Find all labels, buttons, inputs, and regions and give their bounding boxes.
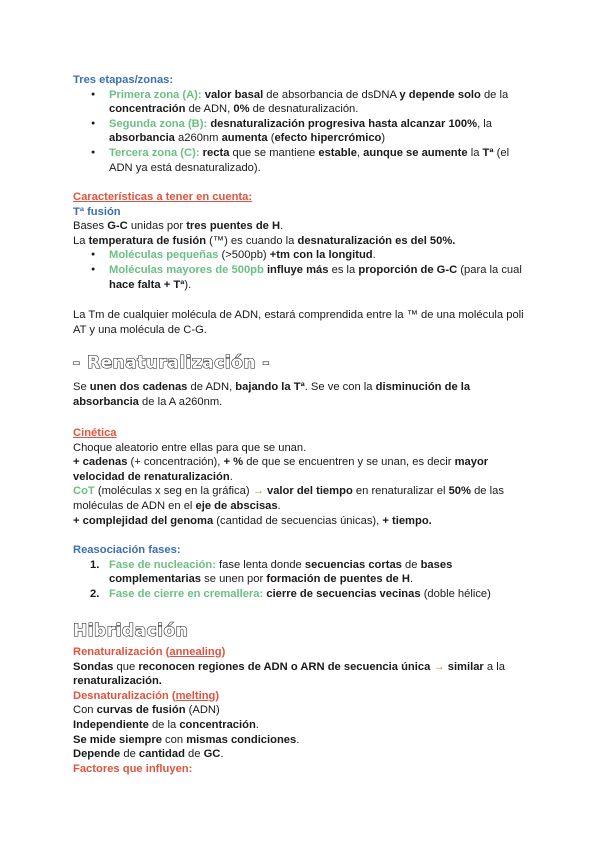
cinetica-line-2: + cadenas (+ concentración), + % de que se encuentren y se unan, es decir mayor velocidad de renaturalización. (73, 456, 489, 483)
cinetica-title: Cinética (73, 427, 117, 439)
cinetica-line-3: CoT (moléculas x seg en la gráfica) → valor del tiempo en renaturalizar el 50% de las moléculas de ADN en el eje de abscisas. (73, 485, 504, 512)
bases-line: Bases G-C unidas por tres puentes de H. (73, 220, 284, 233)
list-item-zona-b: ● Segunda zona (B): desnaturalización progresiva hasta alcanzar 100%, la absorbancia a260nm aumenta (efecto hipercrómico) (73, 117, 531, 146)
reasociacion-section (73, 543, 531, 601)
cinetica-line-1: Choque aleatorio entre ellas para que se unan. (73, 441, 307, 454)
temperatura-line: La temperatura de fusión (™) es cuando la desnaturalización es del 50%. (73, 234, 456, 247)
tres-etapas-section (73, 73, 531, 175)
list-item-cremallera: 2. Fase de cierre en cremallera: cierre de secuencias vecinas (doble hélice) (90, 587, 491, 600)
renaturalizacion-paragraph: Se unen dos cadenas de ADN, bajando la Tª. Se ve con la disminución de la absorbancia de la A a260nm. (73, 381, 471, 408)
desnaturalizacion-melting-title: Desnaturalización (melting) (73, 689, 220, 702)
cinetica-section (73, 426, 531, 528)
list-item-moleculas-mayores: ● Moléculas mayores de 500pb influye más es la proporción de G-C (para la cual hace falta + Tª). (73, 263, 531, 292)
hibridacion-section (73, 645, 531, 776)
tres-etapas-title: Tres etapas/zonas: (73, 74, 174, 86)
arrow-right-icon: → (430, 660, 448, 673)
renaturalizacion-heading: - Renaturalización - (73, 353, 270, 373)
hibridacion-heading: Hibridación (73, 621, 189, 641)
curvas-line: Con curvas de fusión (ADN) (73, 704, 220, 717)
sondas-paragraph: Sondas que reconocen regiones de ADN o ARN de secuencia única → similar a la renaturalización. (73, 660, 505, 688)
caracteristicas-title: Características a tener en cuenta: (73, 191, 253, 203)
tm-paragraph: La Tm de cualquier molécula de ADN, estará comprendida entre la ™ de una molécula poli AT y una molécula de C-G. (73, 309, 524, 336)
tm-fusion-subtitle: Tª fusión (73, 205, 121, 218)
caracteristicas-section (73, 190, 531, 292)
factores-title: Factores que influyen: (73, 762, 193, 775)
cinetica-line-4: + complejidad del genoma (cantidad de secuencias únicas), + tiempo. (73, 514, 432, 527)
se-mide-line: Se mide siempre con mismas condiciones. (73, 733, 300, 746)
list-item-zona-c: ● Tercera zona (C): recta que se mantiene estable, aunque se aumente la Tª (el ADN ya está desnaturalizado). (73, 146, 531, 175)
renaturalizacion-annealing-title: Renaturalización (annealing) (73, 646, 226, 658)
list-item-zona-a: ● Primera zona (A): valor basal de absorbancia de dsDNA y depende solo de la concentración de ADN, 0% de desnaturalización. (73, 88, 531, 117)
arrow-right-icon: → (252, 485, 264, 498)
reasociacion-title: Reasociación fases: (73, 544, 181, 556)
list-item-moleculas-pequenas: ● Moléculas pequeñas (>500pb) +tm con la longitud. (73, 248, 531, 263)
independiente-line: Independiente de la concentración. (73, 718, 259, 731)
depende-line: Depende de cantidad de GC. (73, 748, 224, 761)
list-item-nucleacion: 1. Fase de nucleación: fase lenta donde secuencias cortas de bases complementarias se unen por formación de puentes de H. (90, 558, 453, 586)
